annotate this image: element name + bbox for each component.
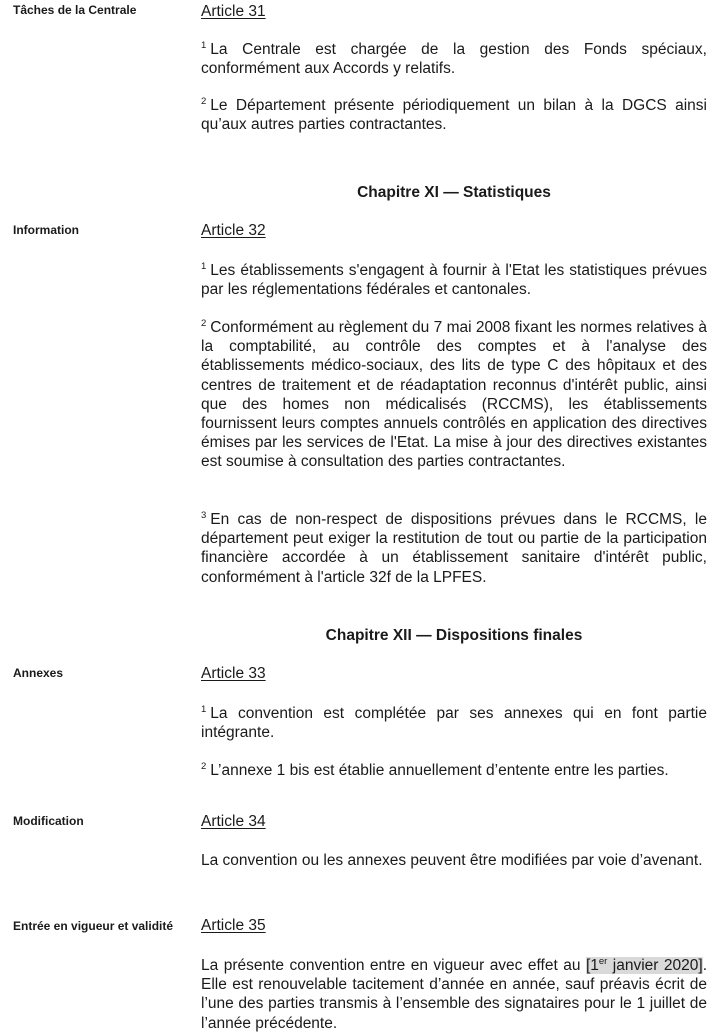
article-33-paragraph-2 — [201, 761, 707, 780]
article-34-title: Article 34 — [201, 813, 266, 830]
paragraph-number: 3 — [201, 510, 207, 521]
article-32-paragraph-1 — [201, 261, 707, 299]
article-33-paragraph-1 — [201, 704, 707, 742]
margin-label-article-33: Annexes — [13, 666, 64, 680]
margin-label-article-31: Tâches de la Centrale — [13, 3, 137, 17]
article-35-paragraph-1 — [201, 956, 707, 1033]
chapter-12-heading: Chapitre XII — Dispositions finales — [325, 627, 583, 644]
paragraph-text: Les établissements s'engagent à fournir à l'Etat les statistiques prévues par les réglementations fédérales et cantonales. — [201, 262, 707, 299]
paragraph-number: 2 — [201, 318, 207, 329]
chapter-11-heading: Chapitre XI — Statistiques — [357, 184, 551, 201]
article-34-paragraph-1: La convention ou les annexes peuvent être modifiées par voie d’avenant. — [201, 852, 703, 869]
paragraph-number: 2 — [201, 96, 207, 107]
article-31-title: Article 31 — [201, 3, 266, 20]
paragraph-text: En cas de non-respect de dispositions prévues dans le RCCMS, le département peut exiger la restitution de tout ou partie de la participation financière accordée à un établissement sanitaire d'intérêt public, conformément à l'article 32f de la LPFES. — [201, 511, 707, 586]
paragraph-text-end: . Elle est renouvelable tacitement d’année en année, sauf préavis écrit de l’une des parties transmis à l’ensemble des signataires pour le 1 juillet de l’année précédente. — [201, 957, 708, 1032]
date-day: [1 — [585, 957, 599, 974]
article-32-paragraph-2 — [201, 318, 707, 472]
paragraph-number: 1 — [201, 704, 207, 715]
paragraph-number: 1 — [201, 261, 207, 272]
article-31-paragraph-1 — [201, 40, 707, 78]
article-33-title: Article 33 — [201, 665, 266, 682]
margin-label-article-32: Information — [13, 223, 79, 237]
article-32-title: Article 32 — [201, 222, 266, 239]
paragraph-text: L’annexe 1 bis est établie annuellement d’entente entre les parties. — [210, 762, 669, 779]
article-32-paragraph-3 — [201, 510, 707, 587]
paragraph-text: Le Département présente périodiquement un bilan à la DGCS ainsi qu’aux autres parties contractantes. — [201, 97, 707, 134]
paragraph-text: La convention est complétée par ses annexes qui en font partie intégrante. — [201, 705, 707, 742]
article-31-paragraph-2 — [201, 96, 707, 134]
paragraph-text-start: La présente convention entre en vigueur avec effet au — [201, 957, 586, 974]
highlighted-date — [586, 957, 703, 974]
paragraph-number: 1 — [201, 40, 207, 51]
date-ordinal-suffix: er — [598, 956, 608, 967]
margin-label-article-35: Entrée en vigueur et validité — [13, 919, 174, 933]
margin-label-article-34: Modification — [13, 814, 84, 828]
article-35-title: Article 35 — [201, 917, 266, 934]
paragraph-text: La Centrale est chargée de la gestion des Fonds spéciaux, conformément aux Accords y relatifs. — [201, 41, 707, 78]
paragraph-number: 2 — [201, 761, 207, 772]
paragraph-text: Conformément au règlement du 7 mai 2008 fixant les normes relatives à la comptabilité, au contrôle des comptes et à l'analyse des établissements médico-sociaux, des lits de type C des hôpitaux et des centres de traitement et de réadaptation reconnus d'intérêt public, ainsi que des homes non médicalisés (RCCMS), les établissements fournissent leurs comptes annuels contrôlés en application des directives émises par les services de l'Etat. La mise à jour des directives existantes est soumise à consultation des parties contractantes. — [201, 319, 707, 471]
date-month-year: janvier 2020] — [607, 957, 703, 974]
